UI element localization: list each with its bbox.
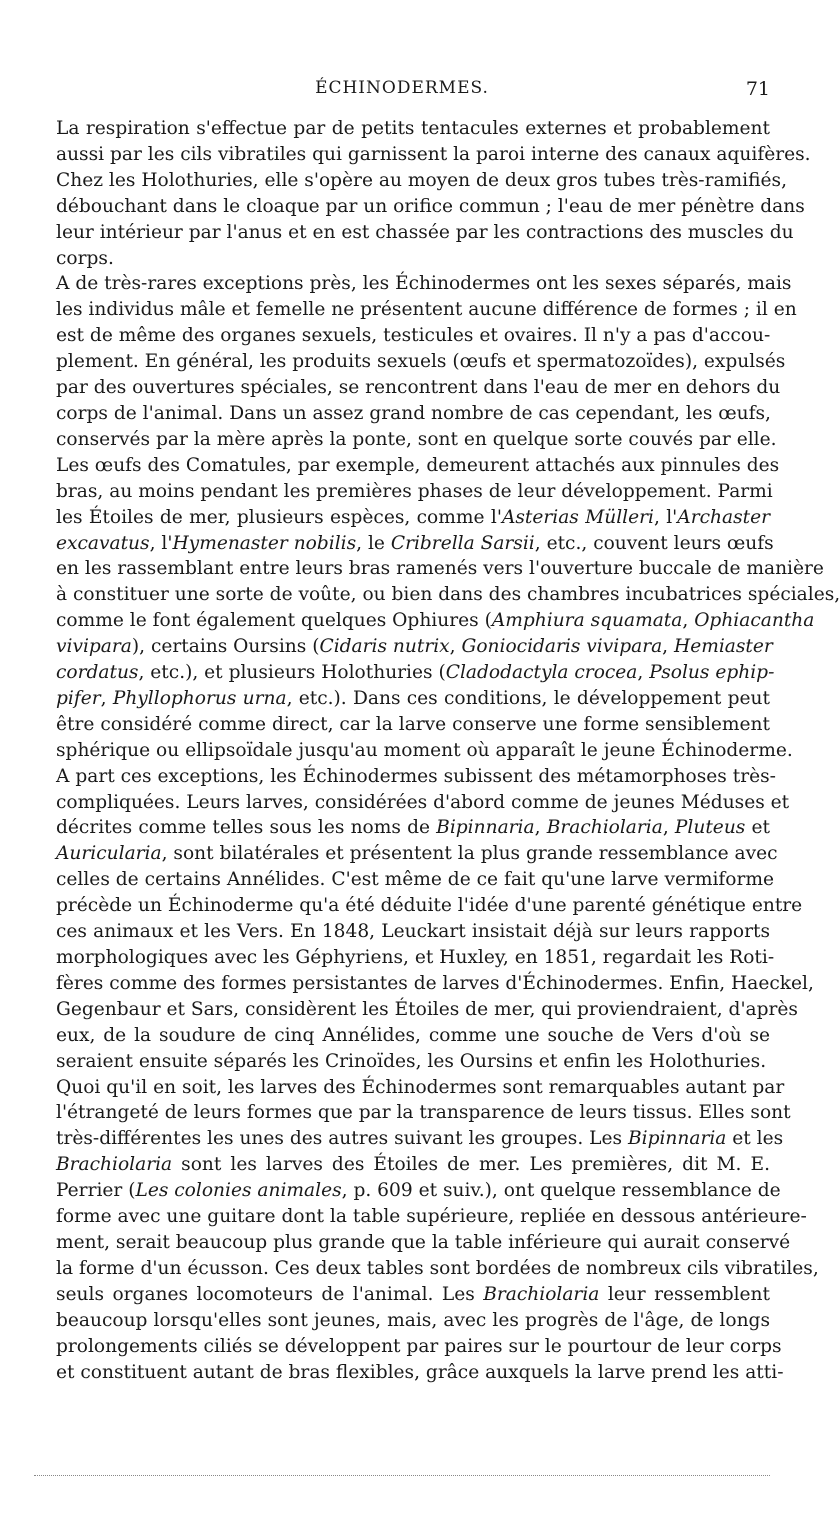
text-line: comme le font également quelques Ophiures (Amphiura squamata, Ophiacantha [56,610,815,632]
text-line: en les rassemblant entre leurs bras ramenés vers l'ouverture buccale de manière [56,558,824,580]
text-line: précède un Échinoderme qu'a été déduite l'idée d'une parenté génétique entre [56,895,803,917]
text-line: ces animaux et les Vers. En 1848, Leuckart insistait déjà sur leurs rapports [56,921,770,943]
page-number: 71 [745,78,770,100]
text-line: prolongements ciliés se développent par paires sur le pourtour de leur corps [56,1335,782,1357]
text-line: décrites comme telles sous les noms de Bipinnaria, Brachiolaria, Pluteus et [56,817,770,839]
text-line: A de très-rares exceptions près, les Échinodermes ont les sexes séparés, mais [56,273,792,295]
paragraph-larves [34,1075,819,1386]
text-line: les individus mâle et femelle ne présentent aucune différence de formes ; il en [56,299,797,321]
running-title: ÉCHINODERMES. [315,78,489,98]
text-line: plement. En général, les produits sexuels (œufs et spermatozoïdes), expulsés [56,351,786,373]
text-line: La respiration s'effectue par de petits tentacules externes et probablement [56,118,770,139]
text-line: ment, serait beaucoup plus grande que la table inférieure qui aurait conservé [56,1231,791,1253]
text-line: morphologiques avec les Géphyriens, et Huxley, en 1851, regardait les Roti- [56,947,775,968]
text-line: et constituent autant de bras flexibles, grâce auxquels la larve prend les atti- [56,1361,784,1383]
text-line: Auricularia, sont bilatérales et présentent la plus grande ressemblance avec [56,843,778,865]
text-line: l'étrangeté de leurs formes que par la transparence de leurs tissus. Elles sont [56,1102,791,1124]
text-line: les Étoiles de mer, plusieurs espèces, comme l'Asterias Mülleri, l'Archaster [56,506,770,528]
text-line: très-différentes les unes des autres suivant les groupes. Les Bipinnaria et les [56,1128,784,1150]
text-line: seraient ensuite séparés les Crinoïdes, les Oursins et enfin les Holothuries. [56,1050,767,1072]
text-line: Perrier (Les colonies animales, p. 609 et suiv.), ont quelque ressemblance de [56,1180,781,1202]
text-line: débouchant dans le cloaque par un orifice commun ; l'eau de mer pénètre dans [56,195,805,217]
text-line: conservés par la mère après la ponte, sont en quelque sorte couvés par elle. [56,428,777,450]
text-line: Quoi qu'il en soit, les larves des Échinodermes sont remarquables autant par [56,1076,785,1098]
text-line: par des ouvertures spéciales, se rencontrent dans l'eau de mer en dehors du [56,377,781,399]
text-line: sphérique ou ellipsoïdale jusqu'au moment où apparaît le jeune Échinoderme. [56,739,793,761]
page-header [34,78,770,106]
footer-dotted-rule [34,1475,770,1476]
text-line: celles de certains Annélides. C'est même de ce fait qu'une larve vermiforme [56,869,775,891]
text-line: compliquées. Leurs larves, considérées d'abord comme de jeunes Méduses et [56,791,790,813]
text-line: leur intérieur par l'anus et en est chassée par les contractions des muscles du [56,221,794,243]
text-line: bras, au moins pendant les premières phases de leur développement. Parmi [56,480,773,502]
text-line: est de même des organes sexuels, testicules et ovaires. Il n'y a pas d'accou- [56,325,771,347]
paragraph-respiration [34,116,811,271]
text-line: aussi par les cils vibratiles qui garnissent la paroi interne des canaux aquifères. [56,143,811,165]
text-line: à constituer une sorte de voûte, ou bien dans des chambres incubatrices spéciales, [56,584,840,606]
text-line: Brachiolaria sont les larves des Étoiles de mer. Les premières, dit M. E. [56,1154,770,1176]
text-line: excavatus, l'Hymenaster nobilis, le Cribrella Sarsii, etc., couvent leurs œufs [56,532,774,554]
text-line: fères comme des formes persistantes de larves d'Échinodermes. Enfin, Haeckel, [56,972,814,994]
text-line: Les œufs des Comatules, par exemple, demeurent attachés aux pinnules des [56,454,780,476]
paragraph-metamorphoses [34,764,814,1075]
text-line: corps. [56,247,114,269]
text-line: la forme d'un écusson. Ces deux tables sont bordées de nombreux cils vibratiles, [56,1257,819,1279]
text-line: forme avec une guitare dont la table supérieure, repliée en dessous antérieure- [56,1206,807,1228]
text-line: eux, de la soudure de cinq Annélides, comme une souche de Vers d'où se [56,1024,770,1046]
text-line: cordatus, etc.), et plusieurs Holothuries (Cladodactyla crocea, Psolus ephip- [56,662,775,684]
text-line: Gegenbaur et Sars, considèrent les Étoiles de mer, qui proviendraient, d'après [56,998,798,1020]
text-line: être considéré comme direct, car la larve conserve une forme sensiblement [56,713,770,735]
paragraph-sexes [34,271,840,763]
text-line: pifer, Phyllophorus urna, etc.). Dans ces conditions, le développement peut [56,687,770,709]
text-line: corps de l'animal. Dans un assez grand nombre de cas cependant, les œufs, [56,402,771,424]
text-line: seuls organes locomoteurs de l'animal. Les Brachiolaria leur ressemblent [56,1283,770,1305]
body-text [34,116,840,1385]
text-line: beaucoup lorsqu'elles sont jeunes, mais, avec les progrès de l'âge, de longs [56,1309,770,1331]
text-line: Chez les Holothuries, elle s'opère au moyen de deux gros tubes très-ramifiés, [56,169,787,191]
text-line: vivipara), certains Oursins (Cidaris nutrix, Goniocidaris vivipara, Hemiaster [56,636,773,658]
text-line: A part ces exceptions, les Échinodermes subissent des métamorphoses très- [56,765,776,787]
